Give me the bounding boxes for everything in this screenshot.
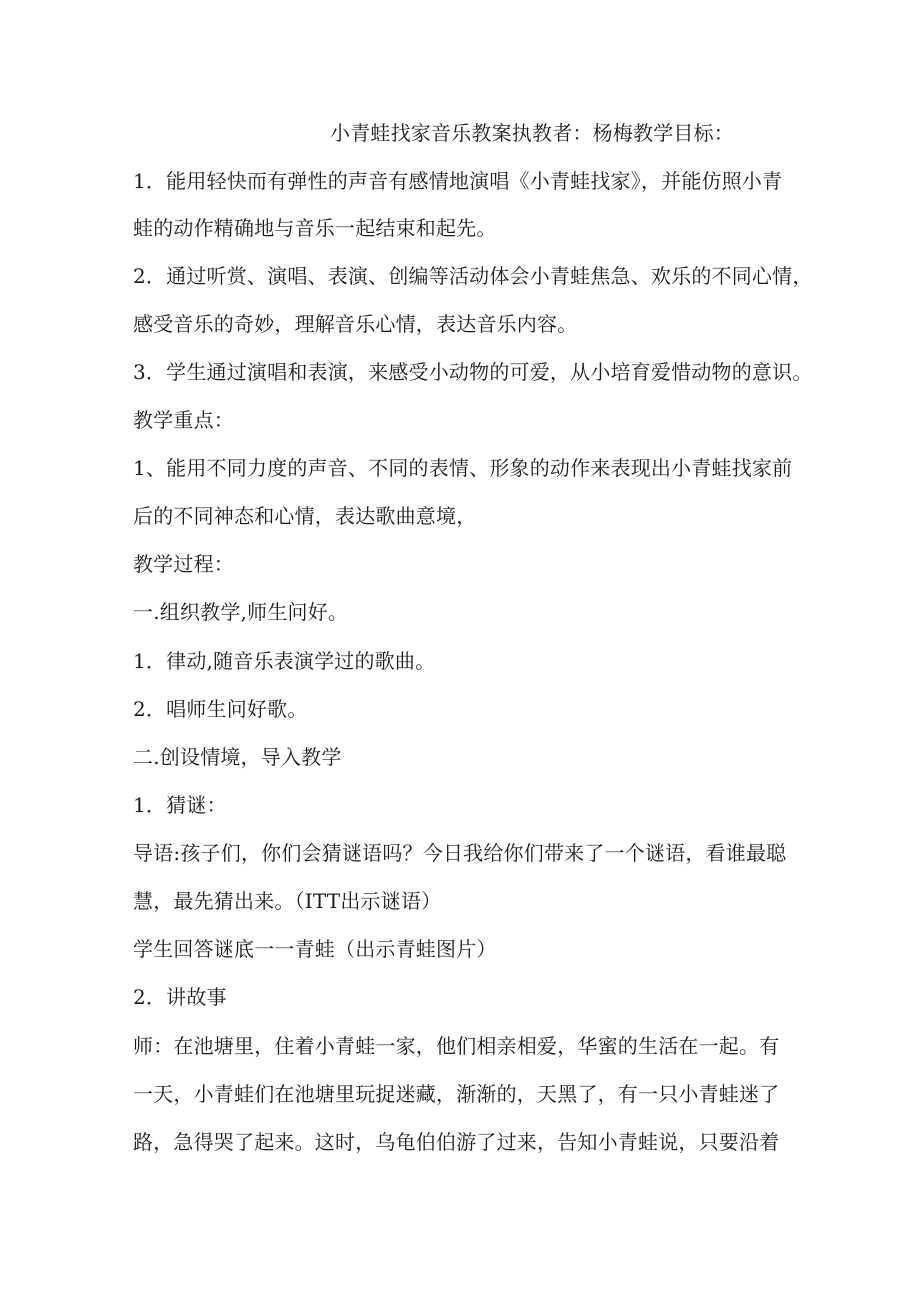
process-step-1: 一.组织教学,师生问好。 bbox=[133, 600, 349, 624]
objective-2-line-1: 2．通过听赏、演唱、表演、创编等活动体会小青蛙焦急、欢乐的不同心情， bbox=[133, 264, 813, 288]
process-step-1-item-2: 2．唱师生问好歌。 bbox=[133, 697, 308, 721]
intro-line-2: 慧，最先猜出来。（ITT出示谜语） bbox=[133, 889, 442, 913]
objective-1-line-2: 蛙的动作精确地与音乐一起结束和起先。 bbox=[133, 216, 497, 240]
intro-line-1: 导语:孩子们，你们会猜谜语吗？今日我给你们带来了一个谜语，看谁最聪 bbox=[133, 841, 787, 865]
process-step-2: 二.创设情境，导入教学 bbox=[133, 745, 342, 769]
objective-2-line-2: 感受音乐的奇妙，理解音乐心情，表达音乐内容。 bbox=[133, 312, 578, 336]
key-point-1-line-1: 1、能用不同力度的声音、不同的表情、形象的动作来表现出小青蛙找家前 bbox=[133, 456, 793, 480]
document-title: 小青蛙找家音乐教案执教者：杨梅教学目标： bbox=[330, 121, 734, 145]
process-step-2-item-1: 1．猜谜： bbox=[133, 793, 227, 817]
story-line-3: 路，急得哭了起来。这时，乌龟伯伯游了过来，告知小青蛙说，只要沿着 bbox=[133, 1130, 780, 1154]
objective-1-line-1: 1．能用轻快而有弹性的声音有感情地演唱《小青蛙找家》，并能仿照小青 bbox=[133, 169, 783, 193]
objective-3-line: 3．学生通过演唱和表演，来感受小动物的可爱，从小培育爱惜动物的意识。 bbox=[133, 360, 813, 384]
key-point-1-line-2: 后的不同神态和心情，表达歌曲意境， bbox=[133, 504, 477, 528]
process-step-2-item-2: 2．讲故事 bbox=[133, 985, 227, 1009]
story-line-1: 师：在池塘里，住着小青蛙一家，他们相亲相爱，华蜜的生活在一起。有 bbox=[133, 1034, 780, 1058]
story-line-2: 一天，小青蛙们在池塘里玩捉迷藏，渐渐的，天黑了，有一只小青蛙迷了 bbox=[133, 1082, 780, 1106]
key-points-heading: 教学重点： bbox=[133, 408, 234, 432]
process-step-1-item-1: 1．律动,随音乐表演学过的歌曲。 bbox=[133, 649, 436, 673]
answer-line: 学生回答谜底一一青蛙（出示青蛙图片） bbox=[133, 937, 497, 961]
process-heading: 教学过程： bbox=[133, 552, 234, 576]
